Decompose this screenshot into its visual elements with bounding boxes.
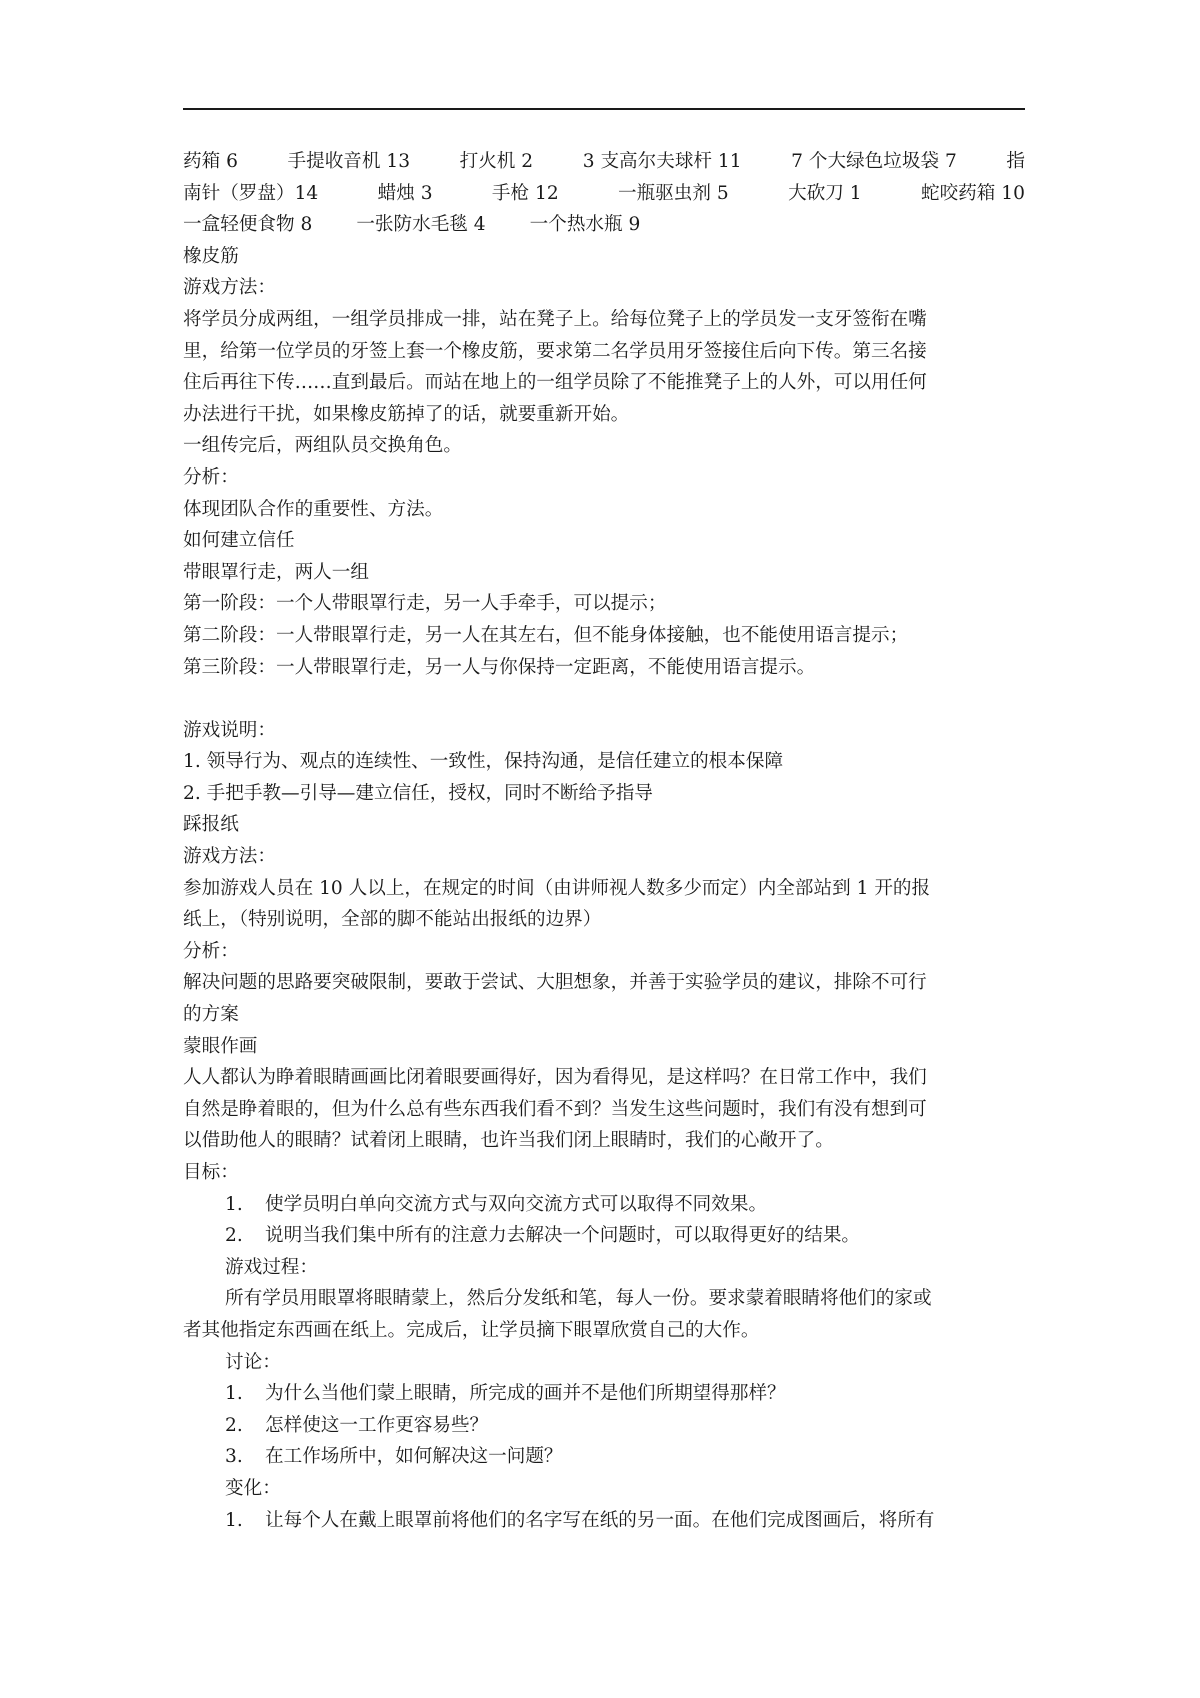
paragraph-line: 解决问题的思路要突破限制，要敢于尝试、大胆想象，并善于实验学员的建议，排除不可行 xyxy=(183,972,927,994)
analysis-text: 体现团队合作的重要性、方法。 xyxy=(183,498,444,520)
goal-item xyxy=(183,1220,1025,1252)
item: 一个热水瓶 9 xyxy=(529,214,641,236)
item: 蛇咬药箱 10 xyxy=(920,182,1025,204)
paragraph-line: 人人都认为睁着眼睛画画比闭着眼要画得好，因为看得见，是这样吗？在日常工作中，我们 xyxy=(183,1067,927,1089)
items-row-2 xyxy=(183,178,1025,210)
process-label: 游戏过程： xyxy=(225,1256,318,1278)
variation-label: 变化： xyxy=(225,1477,281,1499)
item: 药箱 6 xyxy=(183,151,238,172)
stage-line: 第一阶段：一个人带眼罩行走，另一人手牵手，可以提示； xyxy=(183,593,667,615)
list-text: 说明当我们集中所有的注意力去解决一个问题时，可以取得更好的结果。 xyxy=(265,1225,861,1247)
document-body xyxy=(183,146,1025,1536)
paragraph-line: 者其他指定东西画在纸上。完成后，让学员摘下眼罩欣赏自己的大作。 xyxy=(183,1319,760,1341)
list-number: 2. xyxy=(225,1225,243,1247)
section-title-blind-drawing: 蒙眼作画 xyxy=(183,1035,258,1057)
notes-label: 游戏说明： xyxy=(183,719,276,741)
goal-label: 目标： xyxy=(183,1162,239,1183)
goal-item xyxy=(183,1189,1025,1221)
list-number: 1. xyxy=(225,1383,243,1405)
paragraph-line: 以借助他人的眼睛？试着闭上眼睛，也许当我们闭上眼睛时，我们的心敞开了。 xyxy=(183,1130,834,1152)
paragraph-line: 所有学员用眼罩将眼睛蒙上，然后分发纸和笔，每人一份。要求蒙着眼睛将他们的家或 xyxy=(225,1288,932,1310)
paragraph-line: 里，给第一位学员的牙签上套一个橡皮筋，要求第二名学员用牙签接住后向下传。第三名接 xyxy=(183,340,927,362)
paragraph-line: 一组传完后，两组队员交换角色。 xyxy=(183,435,462,457)
section-title-trust: 如何建立信任 xyxy=(183,530,295,552)
discussion-item xyxy=(183,1410,1025,1442)
list-number: 3. xyxy=(225,1446,243,1468)
item: 打火机 2 xyxy=(459,151,534,172)
paragraph-line: 住后再往下传……直到最后。而站在地上的一组学员除了不能推凳子上的人外，可以用任何 xyxy=(183,372,927,394)
items-row-1 xyxy=(183,146,1025,178)
paragraph-line: 的方案 xyxy=(183,1004,239,1026)
header-rule xyxy=(183,108,1025,110)
section-title-rubber-band: 橡皮筋 xyxy=(183,245,239,267)
paragraph-line: 自然是睁着眼的，但为什么总有些东西我们看不到？当发生这些问题时，我们有没有想到可 xyxy=(183,1098,927,1120)
blank-line xyxy=(183,683,1025,715)
item: 一张防水毛毯 4 xyxy=(356,214,486,236)
list-text: 在工作场所中，如何解决这一问题？ xyxy=(265,1446,563,1468)
note-line: 2. 手把手教—引导—建立信任，授权，同时不断给予指导 xyxy=(183,782,653,804)
paragraph-line: 纸上，（特别说明，全部的脚不能站出报纸的边界） xyxy=(183,909,602,931)
list-text: 怎样使这一工作更容易些？ xyxy=(265,1414,489,1436)
paragraph-line: 参加游戏人员在 10 人以上，在规定的时间（由讲师视人数多少而定）内全部站到 1 开的报 xyxy=(183,877,931,899)
method-label: 游戏方法： xyxy=(183,846,276,868)
items-row-3 xyxy=(183,209,1025,241)
paragraph-line: 将学员分成两组，一组学员排成一排，站在凳子上。给每位凳子上的学员发一支牙签衔在嘴 xyxy=(183,308,927,330)
item: 一瓶驱虫剂 5 xyxy=(618,182,729,204)
discussion-item xyxy=(183,1441,1025,1473)
analysis-label: 分析： xyxy=(183,940,239,962)
item: 7 个大绿色垃圾袋 7 xyxy=(791,151,957,172)
method-label: 游戏方法： xyxy=(183,277,276,299)
paragraph-line: 办法进行干扰，如果橡皮筋掉了的话，就要重新开始。 xyxy=(183,403,630,425)
discussion-item xyxy=(183,1378,1025,1410)
list-text: 让每个人在戴上眼罩前将他们的名字写在纸的另一面。在他们完成图画后，将所有 xyxy=(265,1509,935,1531)
section-subtitle: 带眼罩行走，两人一组 xyxy=(183,561,369,583)
stage-line: 第二阶段：一人带眼罩行走，另一人在其左右，但不能身体接触，也不能使用语言提示； xyxy=(183,624,909,646)
item: 一盒轻便食物 8 xyxy=(183,214,313,236)
discussion-label: 讨论： xyxy=(225,1351,281,1373)
item: 手枪 12 xyxy=(491,182,559,204)
list-text: 为什么当他们蒙上眼睛，所完成的画并不是他们所期望得那样？ xyxy=(265,1383,786,1405)
variation-item xyxy=(183,1505,1025,1537)
list-number: 2. xyxy=(225,1414,243,1436)
item: 蜡烛 3 xyxy=(377,182,433,204)
stage-line: 第三阶段：一人带眼罩行走，另一人与你保持一定距离，不能使用语言提示。 xyxy=(183,656,816,678)
item: 南针（罗盘）14 xyxy=(183,182,319,204)
list-number: 1. xyxy=(225,1509,243,1531)
item: 大砍刀 1 xyxy=(788,182,862,204)
analysis-label: 分析： xyxy=(183,466,239,488)
list-number: 1. xyxy=(225,1193,243,1215)
list-text: 使学员明白单向交流方式与双向交流方式可以取得不同效果。 xyxy=(265,1193,768,1215)
note-line: 1. 领导行为、观点的连续性、一致性，保持沟通，是信任建立的根本保障 xyxy=(183,751,784,773)
section-title-newspaper: 踩报纸 xyxy=(183,814,239,836)
item: 3 支高尔夫球杆 11 xyxy=(582,151,742,172)
item: 指 xyxy=(1006,151,1025,172)
item: 手提收音机 13 xyxy=(287,151,411,172)
